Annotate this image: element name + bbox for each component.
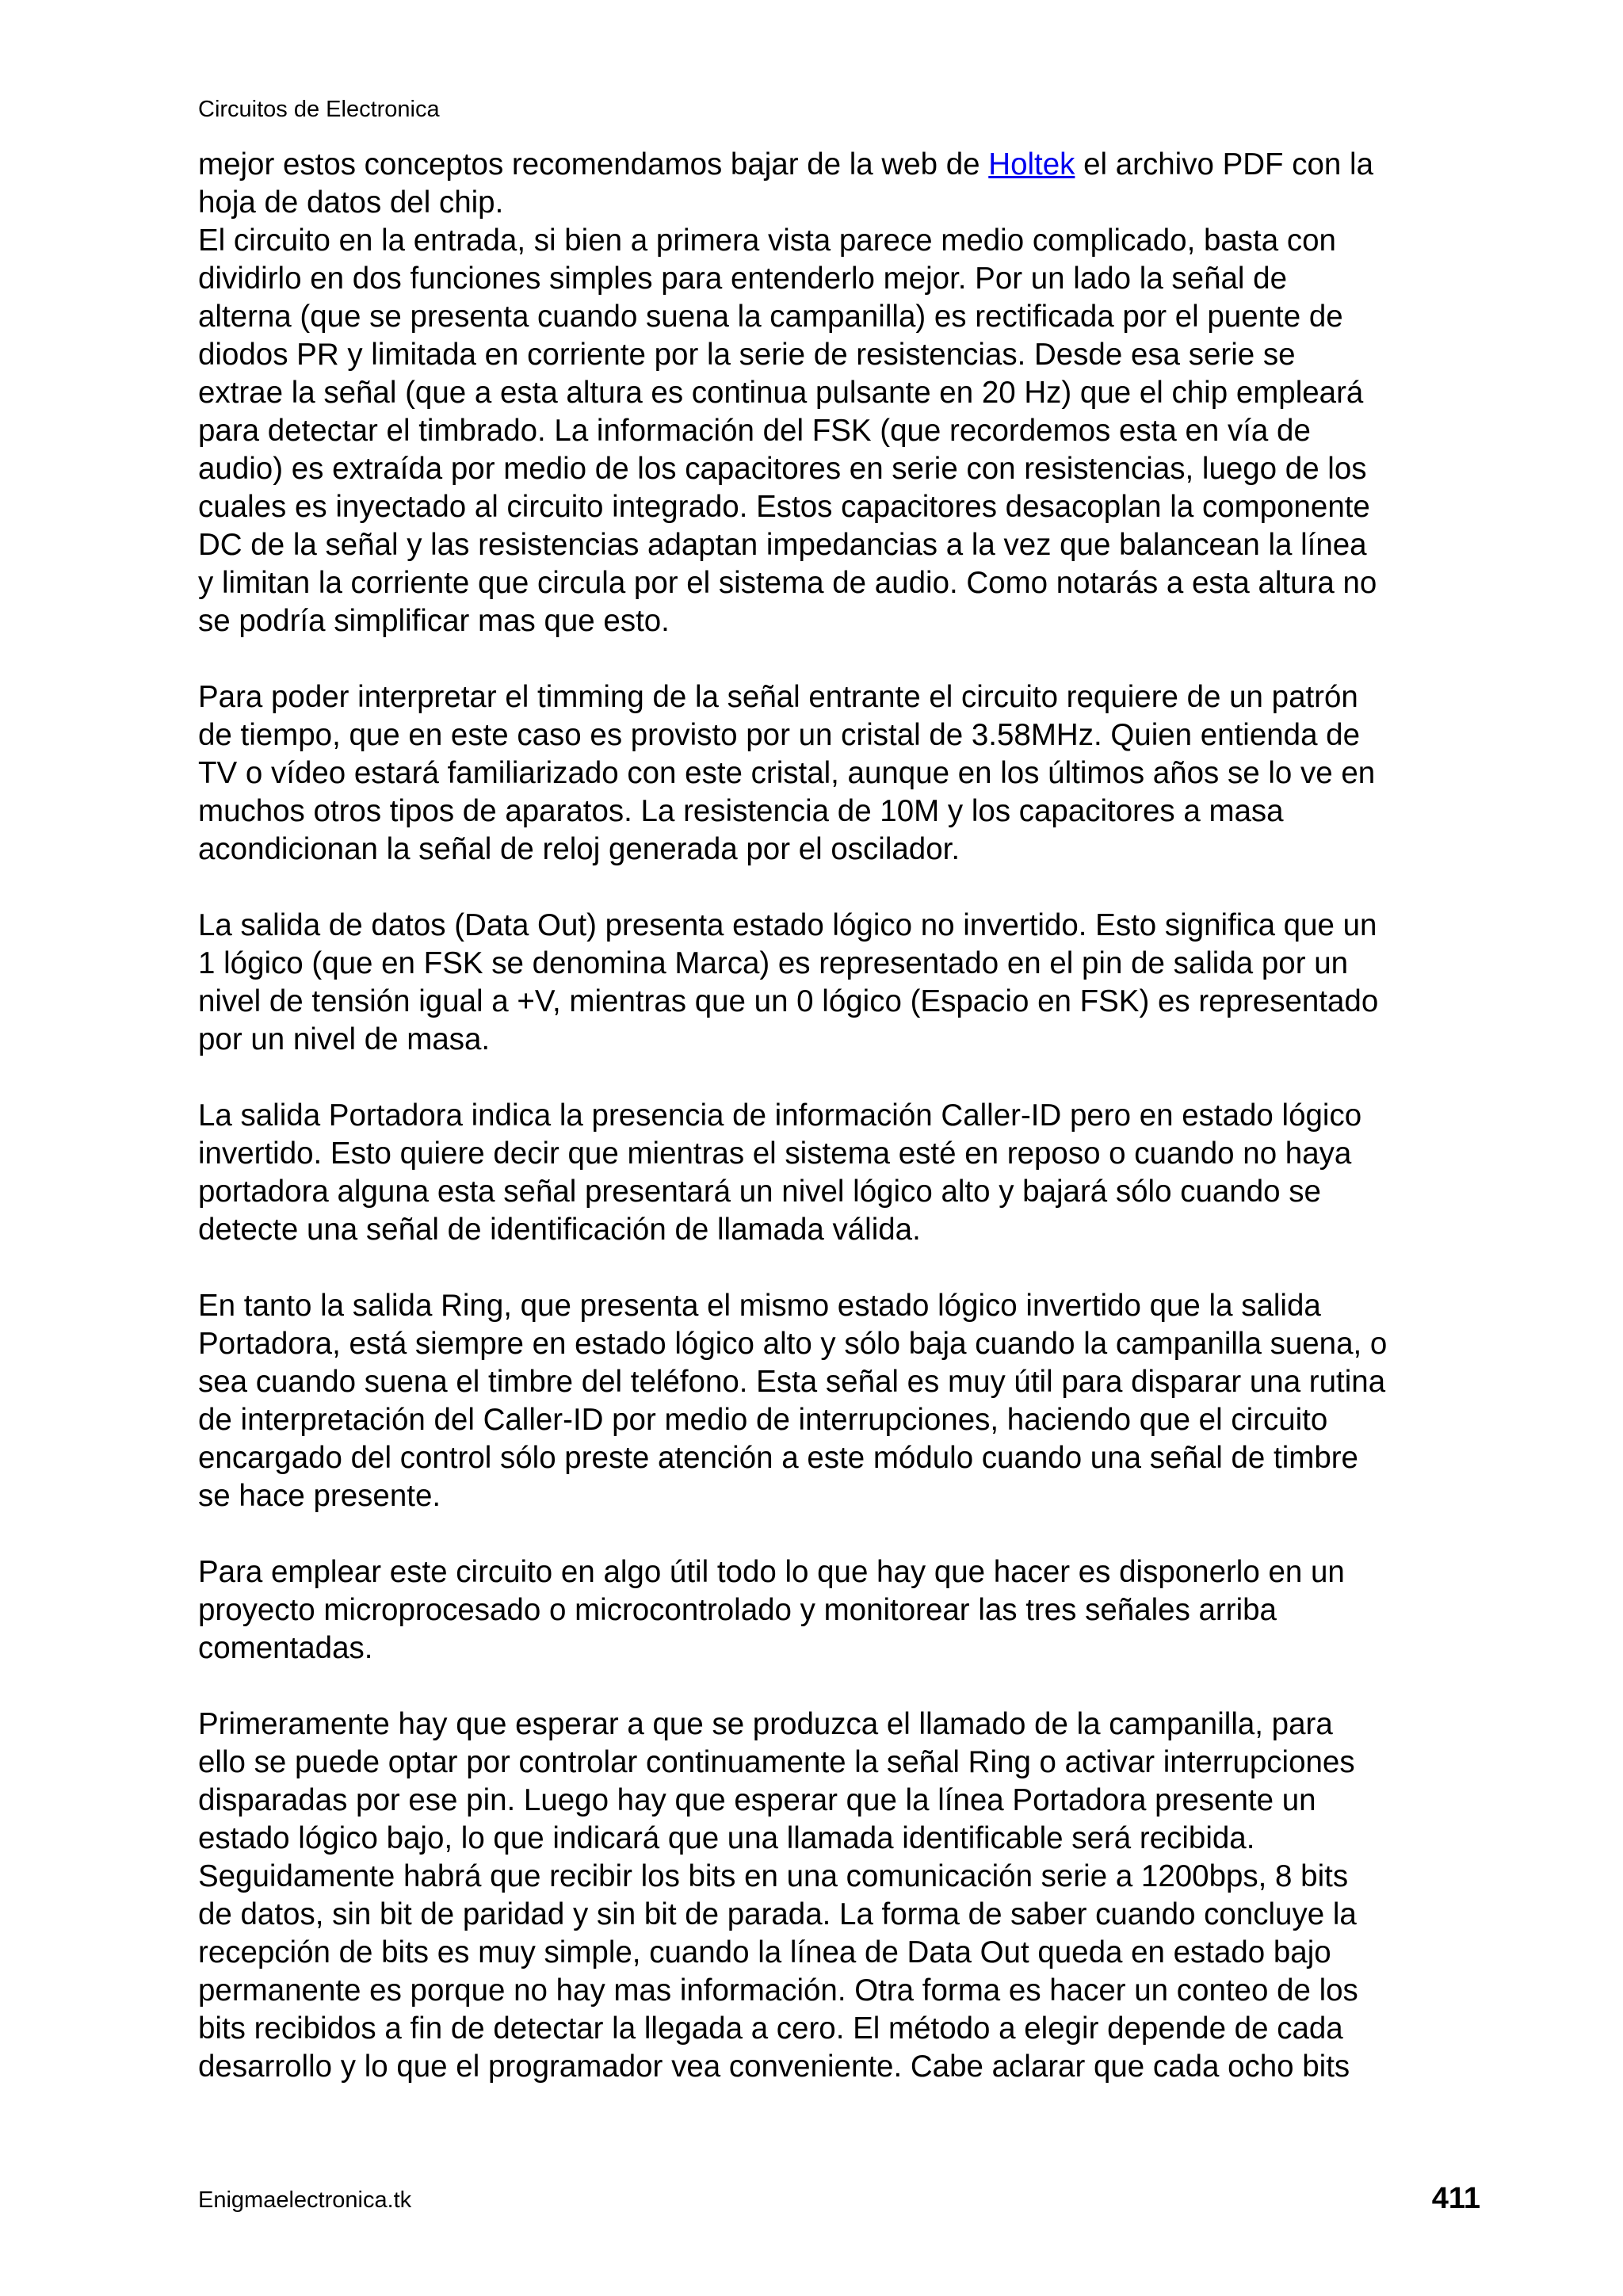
- paragraph-line: DC de la señal y las resistencias adaptan impedancias a la vez que balancean la línea: [198, 528, 1367, 562]
- paragraph-line: En tanto la salida Ring, que presenta el mismo estado lógico invertido que la salida: [198, 1289, 1321, 1323]
- paragraph-line: portadora alguna esta señal presentará un nivel lógico alto y bajará sólo cuando se: [198, 1175, 1321, 1209]
- paragraph-6: [198, 1287, 1498, 1515]
- paragraph-line: extrae la señal (que a esta altura es continua pulsante en 20 Hz) que el chip empleará: [198, 376, 1364, 410]
- paragraph-2: [198, 222, 1498, 640]
- paragraph-line: alterna (que se presenta cuando suena la campanilla) es rectificada por el puente de: [198, 300, 1343, 334]
- text-after-link: el archivo PDF con la: [1075, 147, 1374, 181]
- paragraph-line: comentadas.: [198, 1631, 373, 1665]
- paragraph-8: [198, 1706, 1498, 2086]
- paragraph-line: se podría simplificar mas que esto.: [198, 604, 670, 638]
- paragraph-line: acondicionan la señal de reloj generada por el oscilador.: [198, 832, 960, 866]
- paragraph-line: invertido. Esto quiere decir que mientras el sistema esté en reposo o cuando no haya: [198, 1137, 1352, 1171]
- paragraph-3: [198, 678, 1498, 869]
- paragraph-line: disparadas por ese pin. Luego hay que esperar que la línea Portadora presente un: [198, 1783, 1316, 1817]
- paragraph-line: cuales es inyectado al circuito integrado. Estos capacitores desacoplan la componente: [198, 490, 1370, 524]
- paragraph-line: Primeramente hay que esperar a que se produzca el llamado de la campanilla, para: [198, 1707, 1333, 1741]
- paragraph-line: [198, 146, 1498, 184]
- paragraph-line: TV o vídeo estará familiarizado con este cristal, aunque en los últimos años se lo ve en: [198, 756, 1376, 790]
- paragraph-1: [198, 146, 1498, 222]
- paragraph-line: La salida de datos (Data Out) presenta estado lógico no invertido. Esto significa que un: [198, 908, 1377, 942]
- paragraph-line: 1 lógico (que en FSK se denomina Marca) es representado en el pin de salida por un: [198, 946, 1349, 980]
- paragraph-line: El circuito en la entrada, si bien a primera vista parece medio complicado, basta con: [198, 223, 1336, 258]
- running-header: Circuitos de Electronica: [198, 97, 440, 122]
- paragraph-line: La salida Portadora indica la presencia de información Caller-ID pero en estado lógico: [198, 1098, 1362, 1133]
- footer-site: Enigmaelectronica.tk: [198, 2187, 412, 2213]
- paragraph-line: para detectar el timbrado. La información del FSK (que recordemos esta en vía de: [198, 414, 1311, 448]
- paragraph-line: Seguidamente habrá que recibir los bits en una comunicación serie a 1200bps, 8 bits: [198, 1859, 1349, 1893]
- paragraph-line: de datos, sin bit de paridad y sin bit de parada. La forma de saber cuando concluye la: [198, 1897, 1357, 1931]
- paragraph-line: encargado del control sólo preste atención a este módulo cuando una señal de timbre: [198, 1441, 1358, 1475]
- paragraph-5: [198, 1097, 1498, 1249]
- paragraph-line: Portadora, está siempre en estado lógico alto y sólo baja cuando la campanilla suena, o: [198, 1327, 1388, 1361]
- paragraph-line: proyecto microprocesado o microcontrolado y monitorear las tres señales arriba: [198, 1593, 1277, 1627]
- paragraph-line: detecte una señal de identificación de llamada válida.: [198, 1213, 921, 1247]
- paragraph-line: audio) es extraída por medio de los capacitores en serie con resistencias, luego de los: [198, 452, 1367, 486]
- paragraph-line: diodos PR y limitada en corriente por la serie de resistencias. Desde esa serie se: [198, 338, 1296, 372]
- paragraph-line: permanente es porque no hay mas información. Otra forma es hacer un conteo de los: [198, 1973, 1358, 2008]
- paragraph-line: de interpretación del Caller-ID por medio de interrupciones, haciendo que el circuito: [198, 1403, 1328, 1437]
- page-body: [198, 146, 1498, 2086]
- paragraph-line: de tiempo, que en este caso es provisto por un cristal de 3.58MHz. Quien entienda de: [198, 718, 1361, 752]
- paragraph-list: [198, 222, 1498, 2086]
- paragraph-line: se hace presente.: [198, 1479, 441, 1513]
- paragraph-line: nivel de tensión igual a +V, mientras que un 0 lógico (Espacio en FSK) es representado: [198, 984, 1379, 1018]
- paragraph-line: y limitan la corriente que circula por el sistema de audio. Como notarás a esta altura no: [198, 566, 1377, 600]
- paragraph-line: Para emplear este circuito en algo útil todo lo que hay que hacer es disponerlo en un: [198, 1555, 1345, 1589]
- holtek-link[interactable]: Holtek: [988, 147, 1075, 181]
- paragraph-line: hoja de datos del chip.: [198, 185, 504, 220]
- paragraph-line: bits recibidos a fin de detectar la llegada a cero. El método a elegir depende de cada: [198, 2011, 1343, 2046]
- paragraph-line: dividirlo en dos funciones simples para entenderlo mejor. Por un lado la señal de: [198, 262, 1287, 296]
- paragraph-line: por un nivel de masa.: [198, 1022, 491, 1056]
- paragraph-line: desarrollo y lo que el programador vea conveniente. Cabe aclarar que cada ocho bits: [198, 2050, 1350, 2084]
- paragraph-line: Para poder interpretar el timming de la señal entrante el circuito requiere de un patrón: [198, 680, 1358, 714]
- text-before-link: mejor estos conceptos recomendamos bajar de la web de: [198, 147, 989, 181]
- paragraph-7: [198, 1553, 1498, 1668]
- paragraph-line: sea cuando suena el timbre del teléfono. Esta señal es muy útil para disparar una rutina: [198, 1365, 1386, 1399]
- paragraph-line: muchos otros tipos de aparatos. La resistencia de 10M y los capacitores a masa: [198, 794, 1284, 828]
- paragraph-line: estado lógico bajo, lo que indicará que una llamada identificable será recibida.: [198, 1821, 1255, 1855]
- paragraph-4: [198, 907, 1498, 1059]
- paragraph-line: ello se puede optar por controlar continuamente la señal Ring o activar interrupciones: [198, 1745, 1355, 1779]
- paragraph-line: recepción de bits es muy simple, cuando la línea de Data Out queda en estado bajo: [198, 1935, 1331, 1969]
- page-number: 411: [1431, 2182, 1480, 2215]
